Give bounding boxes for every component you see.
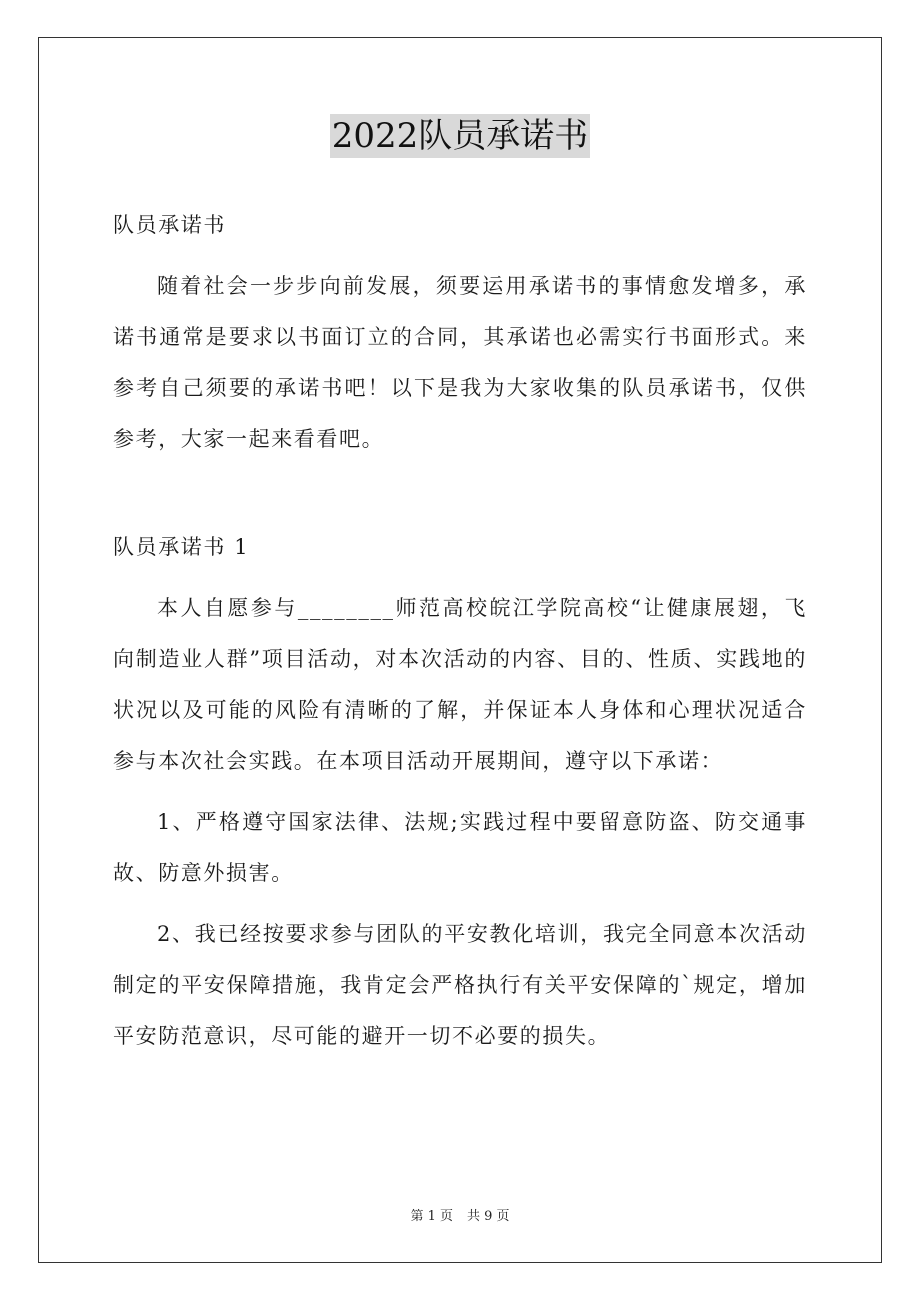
section-text-after: 师范高校皖江学院高校“让健康展翅，飞向制造业人群”项目活动，对本次活动的内容、目的、性质、实践地的状况以及可能的风险有清晰的了解，并保证本人身体和心理状况适合参与本次社会实践。在本项目活动开展期间，遵守以下承诺：	[113, 596, 807, 773]
commitment-item-1: 1、严格遵守国家法律、法规;实践过程中要留意防盗、防交通事故、防意外损害。	[113, 810, 807, 885]
fill-in-blank: ________	[297, 596, 395, 620]
page-number: 第 1 页	[410, 1209, 453, 1224]
intro-heading: 队员承诺书	[113, 213, 226, 237]
spacer	[113, 899, 807, 909]
spacer	[113, 573, 807, 583]
page-total: 共 9 页	[467, 1209, 510, 1224]
title-container	[0, 114, 920, 158]
intro-paragraph: 随着社会一步步向前发展，须要运用承诺书的事情愈发增多，承诺书通常是要求以书面订立的合同，其承诺也必需实行书面形式。来参考自己须要的承诺书吧！以下是我为大家收集的队员承诺书，仅供参考，大家一起来看看吧。	[113, 274, 807, 451]
section-paragraph	[113, 583, 807, 787]
spacer	[113, 787, 807, 797]
section-heading: 队员承诺书 1	[113, 535, 250, 559]
commitment-item-2: 2、我已经按要求参与团队的平安教化培训，我完全同意本次活动制定的平安保障措施，我肯定会严格执行有关平安保障的`规定，增加平安防范意识，尽可能的避开一切不必要的损失。	[113, 922, 807, 1048]
spacer	[113, 251, 807, 261]
section-text-before: 本人自愿参与	[157, 596, 298, 620]
document-title: 2022队员承诺书	[331, 116, 589, 156]
spacer	[113, 465, 807, 522]
document-body	[113, 200, 807, 1062]
page-footer	[0, 1205, 920, 1224]
